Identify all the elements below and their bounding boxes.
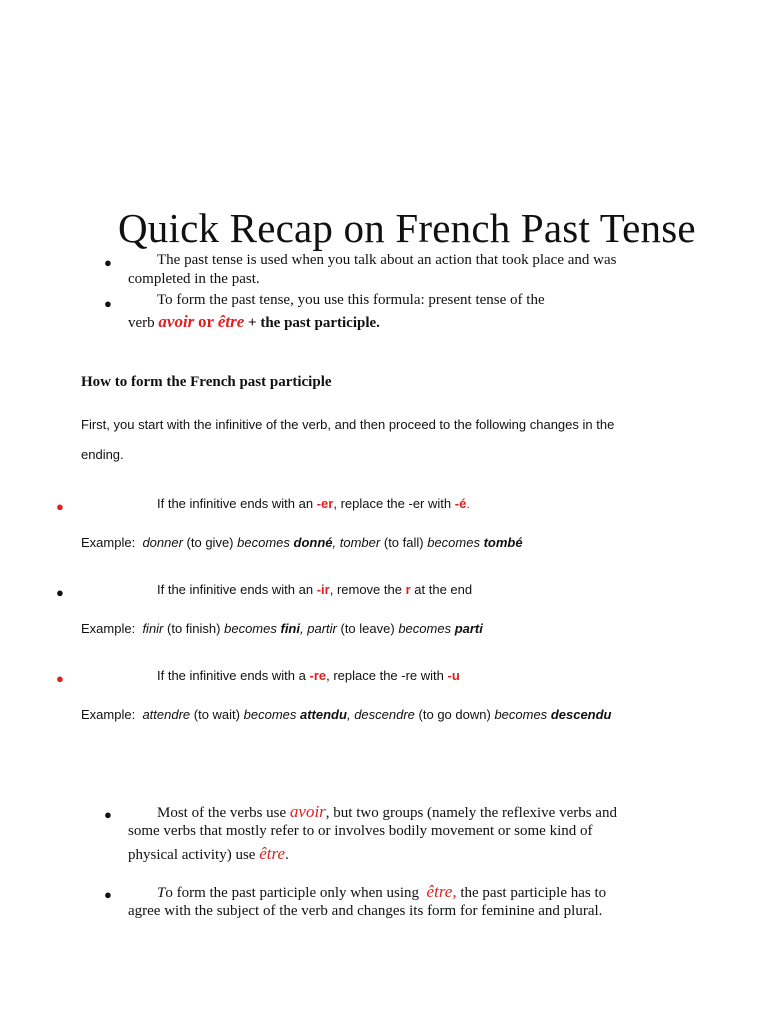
rule-re <box>157 668 460 683</box>
first-line1: First, you start with the infinitive of the verb, and then proceed to the following changes in the <box>81 417 615 432</box>
rule-text: If the infinitive ends with an <box>157 496 314 511</box>
closing-text: , but two groups (namely the reflexive verbs and <box>325 805 617 821</box>
closing-b1-line1 <box>157 802 617 822</box>
example-gloss: (to go down) <box>418 707 491 722</box>
closing-text: Most of the verbs use <box>157 805 287 821</box>
avoir-word: avoir <box>158 312 195 331</box>
intro-bullet1-line2: completed in the past. <box>128 271 260 287</box>
example-gloss: (to finish) <box>167 621 221 636</box>
rule-text: , remove the <box>329 582 402 597</box>
example-gloss: (to wait) <box>193 707 240 722</box>
example-gloss: (to leave) <box>340 621 395 636</box>
example-becomes: becomes <box>398 621 452 636</box>
closing-text: physical activity) use <box>128 847 256 863</box>
avoir-word: avoir <box>289 802 326 821</box>
example-participle: tombé <box>483 535 523 550</box>
intro-bullet2-line2 <box>128 312 380 332</box>
example-becomes: becomes <box>494 707 548 722</box>
example-participle: parti <box>454 621 483 636</box>
example-verb: attendre <box>142 707 191 722</box>
closing-b1-line2: some verbs that mostly refer to or involves bodily movement or some kind of <box>128 823 593 839</box>
example-gloss: (to give) <box>186 535 234 550</box>
example-verb: tomber <box>339 535 381 550</box>
separator: , <box>332 535 337 550</box>
red-bullet-icon: ● <box>56 671 64 686</box>
rule-ending: -ir <box>316 582 330 597</box>
example-ir <box>81 621 483 636</box>
example-verb: descendre <box>354 707 415 722</box>
rule-er <box>157 496 470 511</box>
bullet-icon: ● <box>104 807 112 822</box>
closing-b1-line3 <box>128 844 289 864</box>
closing-text: T <box>157 885 166 901</box>
bullet-icon: ● <box>104 255 112 270</box>
separator: , <box>299 621 304 636</box>
example-label: Example: <box>81 707 136 722</box>
rule-text: , replace the -er with <box>333 496 452 511</box>
rule-text: If the infinitive ends with an <box>157 582 314 597</box>
separator: , <box>346 707 351 722</box>
bullet-icon: ● <box>104 887 112 902</box>
verb-word: verb <box>128 315 155 331</box>
example-label: Example: <box>81 621 136 636</box>
intro-bullet2-line1: To form the past tense, you use this formula: present tense of the <box>157 292 545 308</box>
example-participle: descendu <box>550 707 612 722</box>
rule-ir <box>157 582 472 597</box>
closing-b2-line2: agree with the subject of the verb and changes its form for feminine and plural. <box>128 903 603 919</box>
example-becomes: becomes <box>224 621 277 636</box>
closing-b2-line1 <box>157 882 606 902</box>
example-label: Example: <box>81 535 136 550</box>
rule-text: . <box>466 496 470 511</box>
example-re <box>81 707 612 722</box>
etre-word: être <box>259 844 286 863</box>
example-verb: partir <box>307 621 337 636</box>
example-verb: donner <box>142 535 183 550</box>
example-becomes: becomes <box>427 535 480 550</box>
etre-word: être <box>217 312 245 331</box>
example-participle: fini <box>280 621 300 636</box>
rule-ending: -re <box>309 668 327 683</box>
rule-ending: -er <box>316 496 334 511</box>
rule-result: r <box>405 582 411 597</box>
example-becomes: becomes <box>237 535 290 550</box>
closing-text: o form the past participle only when using <box>165 885 420 901</box>
plus-participle: + the past participle. <box>248 315 380 331</box>
example-gloss: (to fall) <box>383 535 424 550</box>
example-er <box>81 535 523 550</box>
page-title: Quick Recap on French Past Tense <box>118 205 696 251</box>
section-heading: How to form the French past participle <box>81 374 332 390</box>
closing-text: . <box>285 847 289 863</box>
example-participle: donné <box>293 535 333 550</box>
closing-text: the past participle has to <box>460 885 607 901</box>
bullet-icon: ● <box>56 585 64 600</box>
rule-text: at the end <box>414 582 473 597</box>
example-verb: finir <box>142 621 164 636</box>
rule-text: , replace the -re with <box>326 668 444 683</box>
example-becomes: becomes <box>243 707 297 722</box>
etre-word: être, <box>426 882 457 901</box>
rule-result: -u <box>447 668 460 683</box>
rule-text: If the infinitive ends with a <box>157 668 306 683</box>
bullet-icon: ● <box>104 296 112 311</box>
intro-bullet1-line1: The past tense is used when you talk about an action that took place and was <box>157 252 617 268</box>
first-line2: ending. <box>81 447 124 462</box>
red-bullet-icon: ● <box>56 499 64 514</box>
rule-result: -é <box>454 496 467 511</box>
or-word: or <box>198 312 215 331</box>
example-participle: attendu <box>300 707 347 722</box>
